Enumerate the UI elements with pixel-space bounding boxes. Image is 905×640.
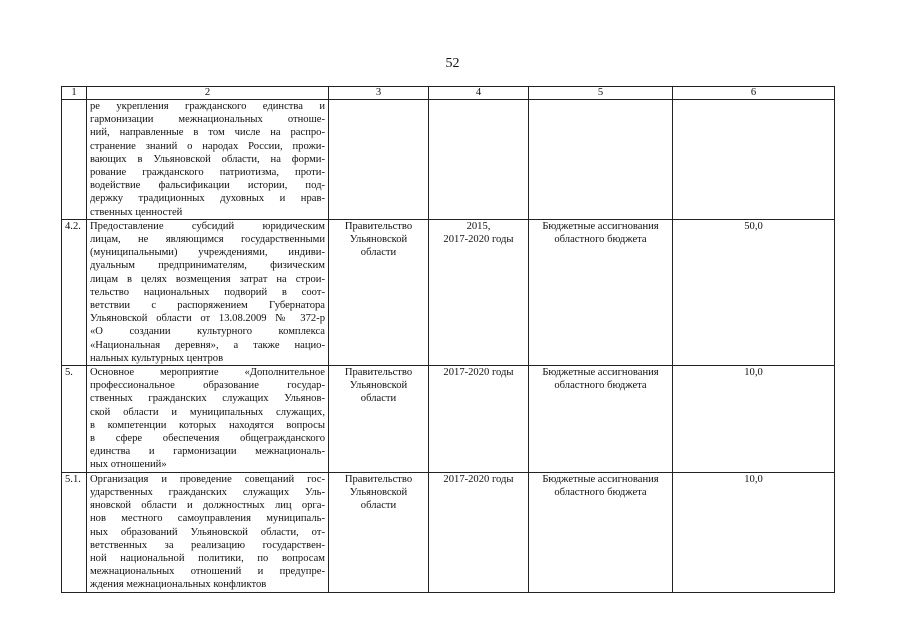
description-line: ветственных за реализацию государствен- <box>90 539 325 551</box>
row-amount <box>673 100 835 220</box>
description-line: лицам, не являющимся государственными <box>90 234 325 246</box>
row-description <box>87 219 329 365</box>
description-line: «Национальная деревня», а также нацио- <box>90 339 325 351</box>
row-description <box>87 100 329 220</box>
description-line: яновской области и должностных лиц орга- <box>90 500 325 512</box>
row-period: 2017-2020 годы <box>429 366 529 473</box>
description-line: ской области и муниципальных служащих, <box>90 406 325 418</box>
row-amount: 50,0 <box>673 219 835 365</box>
row-amount: 10,0 <box>673 472 835 592</box>
row-period: 2015, 2017-2020 годы <box>429 219 529 365</box>
description-line: водействие фальсификации истории, под- <box>90 180 325 192</box>
table-row <box>62 472 835 592</box>
table-body <box>62 100 835 593</box>
description-line: межнациональных отношений и предупре- <box>90 566 325 578</box>
row-description <box>87 472 329 592</box>
description-line: ной национальной политики, по вопросам <box>90 552 325 564</box>
row-funding-source <box>529 100 673 220</box>
description-line: ветствии с распоряжением Губернатора <box>90 300 325 312</box>
description-line: ных образований Ульяновской области, от- <box>90 526 325 538</box>
description-line: лицам в целях возмещения затрат на строи- <box>90 273 325 285</box>
row-period: 2017-2020 годы <box>429 472 529 592</box>
description-line: ний, направленные в том числе на распро- <box>90 127 325 139</box>
table-row <box>62 219 835 365</box>
row-executor: Правительство Ульяновской области <box>329 219 429 365</box>
row-number <box>62 100 87 220</box>
header-cell-1: 1 <box>62 87 87 100</box>
description-line: ждения межнациональных конфликтов <box>90 579 267 591</box>
header-cell-3: 3 <box>329 87 429 100</box>
description-line: ственных гражданских служащих Ульянов- <box>90 393 325 405</box>
description-line: держку традиционных духовных и нрав- <box>90 193 325 205</box>
row-funding-source: Бюджетные ассигнования областного бюджета <box>529 219 673 365</box>
row-number: 4.2. <box>62 219 87 365</box>
row-funding-source: Бюджетные ассигнования областного бюджета <box>529 366 673 473</box>
header-cell-6: 6 <box>673 87 835 100</box>
description-line: дуальным предпринимателям, физическим <box>90 260 325 272</box>
header-cell-2: 2 <box>87 87 329 100</box>
row-number: 5. <box>62 366 87 473</box>
row-number: 5.1. <box>62 472 87 592</box>
description-line: ре укрепления гражданского единства и <box>90 101 325 112</box>
description-line: в сфере обеспечения общегражданского <box>90 433 325 445</box>
table-row <box>62 100 835 220</box>
header-cell-4: 4 <box>429 87 529 100</box>
description-line: Ульяновской области от 13.08.2009 № 372-р <box>90 313 325 325</box>
description-line: единства и гармонизации межнациональ- <box>90 446 325 458</box>
header-cell-5: 5 <box>529 87 673 100</box>
row-description <box>87 366 329 473</box>
description-line: (муниципальными) учреждениями, индиви- <box>90 247 325 259</box>
description-line: тельство национальных подворий в соот- <box>90 286 325 298</box>
row-executor <box>329 100 429 220</box>
description-line: гармонизации межнациональных отноше- <box>90 114 325 126</box>
description-line: нальных культурных центров <box>90 352 224 364</box>
description-line: «О создании культурного комплекса <box>90 326 325 338</box>
row-amount: 10,0 <box>673 366 835 473</box>
header-row <box>62 87 835 100</box>
description-line: Организация и проведение совещаний гос- <box>90 473 325 485</box>
description-line: в компетенции которых находятся вопросы <box>90 419 325 431</box>
description-line: Основное мероприятие «Дополнительное <box>90 367 325 379</box>
description-line: Предоставление субсидий юридическим <box>90 220 325 232</box>
description-line: ственных ценностей <box>90 206 183 218</box>
row-executor: Правительство Ульяновской области <box>329 472 429 592</box>
description-line: профессиональное образование государ- <box>90 380 325 392</box>
row-funding-source: Бюджетные ассигнования областного бюджета <box>529 472 673 592</box>
row-executor: Правительство Ульяновской области <box>329 366 429 473</box>
description-line: рование гражданского патриотизма, проти- <box>90 167 325 179</box>
description-line: странение знаний о народах России, прожи- <box>90 140 325 152</box>
table-row <box>62 366 835 473</box>
description-line: ударственных гражданских служащих Уль- <box>90 486 325 498</box>
description-line: ных отношений» <box>90 459 167 471</box>
row-period <box>429 100 529 220</box>
page-number: 52 <box>445 56 460 71</box>
description-line: нов местного самоуправления муниципаль- <box>90 513 325 525</box>
description-line: вающих в Ульяновской области, на форми- <box>90 153 325 165</box>
program-table <box>61 86 835 593</box>
